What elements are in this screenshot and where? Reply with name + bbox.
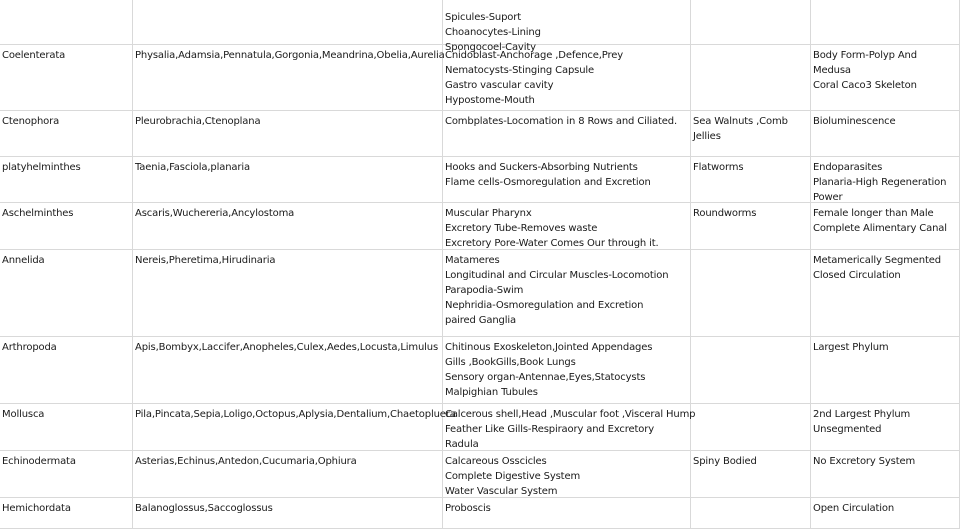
table-row (0, 451, 960, 498)
cell-text: Asterias,Echinus,Antedon,Cucumaria,Ophiura (135, 456, 357, 467)
features-cell[interactable] (443, 404, 696, 450)
table-row (0, 404, 960, 451)
cell-line: Feather Like Gills-Respiraory and Excretory (445, 424, 654, 435)
notes-cell[interactable] (811, 45, 960, 110)
cell-line: Choanocytes-Lining (445, 27, 541, 38)
cell-text: Nereis,Pheretima,Hirudinaria (135, 255, 276, 266)
cell-line: Flame cells-Osmoregulation and Excretion (445, 177, 651, 188)
cell-line: Largest Phylum (813, 342, 889, 353)
common-name-cell[interactable] (691, 0, 811, 44)
common-name-cell[interactable] (691, 451, 811, 497)
features-cell[interactable] (443, 157, 691, 202)
features-cell[interactable] (443, 451, 691, 497)
cell-line: Roundworms (693, 208, 757, 219)
cell-text: Ctenophora (2, 116, 60, 127)
cell-line: Planaria-High Regeneration (813, 177, 947, 188)
cell-line: Bioluminescence (813, 116, 896, 127)
cell-line: Unsegmented (813, 424, 882, 435)
cell-line: Complete Digestive System (445, 471, 581, 482)
cell-line: Open Circulation (813, 503, 895, 514)
cell-line: Matameres (445, 255, 500, 266)
examples-cell[interactable] (133, 250, 443, 336)
features-cell[interactable] (443, 111, 691, 156)
cell-line: Radula (445, 439, 479, 450)
common-name-cell[interactable] (691, 404, 811, 450)
features-cell[interactable] (443, 250, 691, 336)
cell-text: Hemichordata (2, 503, 71, 514)
phylum-cell[interactable] (0, 404, 133, 450)
phylum-cell[interactable] (0, 498, 133, 528)
notes-cell[interactable] (811, 0, 960, 44)
table-row (0, 203, 960, 250)
cell-line: Calcareous Osscicles (445, 456, 547, 467)
phylum-cell[interactable] (0, 337, 133, 403)
cell-text: Physalia,Adamsia,Pennatula,Gorgonia,Meandrina,Obelia,Aurelia (135, 50, 445, 61)
cell-line: Proboscis (445, 503, 491, 514)
notes-cell[interactable] (811, 111, 960, 156)
notes-cell[interactable] (811, 498, 960, 528)
cell-line (445, 0, 688, 10)
cell-line: Spiny Bodied (693, 456, 757, 467)
common-name-cell[interactable] (691, 203, 811, 249)
phylum-cell[interactable] (0, 250, 133, 336)
table-row (0, 250, 960, 337)
cell-text: Pleurobrachia,Ctenoplana (135, 116, 261, 127)
common-name-cell[interactable] (691, 250, 811, 336)
cell-line: Gills ,BookGills,Book Lungs (445, 357, 576, 368)
common-name-cell[interactable] (691, 111, 811, 156)
cell-line: Calcerous shell,Head ,Muscular foot ,Visceral Hump (445, 409, 696, 420)
examples-cell[interactable] (133, 337, 443, 403)
common-name-cell[interactable] (691, 498, 811, 528)
examples-cell[interactable] (133, 451, 443, 497)
cell-line: Nephridia-Osmoregulation and Excretion (445, 300, 644, 311)
table-row (0, 157, 960, 203)
cell-line: Metamerically Segmented (813, 255, 941, 266)
cell-line: Nematocysts-Stinging Capsule (445, 65, 595, 76)
phylum-cell[interactable] (0, 45, 133, 110)
cell-line: Spicules-Suport (445, 12, 521, 23)
cell-line: Body Form-Polyp And Medusa (813, 50, 917, 76)
cell-line: Cnidoblast-Anchorage ,Defence,Prey (445, 50, 623, 61)
cell-line: 2nd Largest Phylum (813, 409, 911, 420)
cell-line: Excretory Tube-Removes waste (445, 223, 598, 234)
cell-line: Longitudinal and Circular Muscles-Locomotion (445, 270, 669, 281)
cell-line: Excretory Pore-Water Comes Our through it. (445, 238, 659, 249)
cell-text: Annelida (2, 255, 45, 266)
notes-cell[interactable] (811, 250, 960, 336)
cell-line: Malpighian Tubules (445, 387, 538, 398)
cell-text: Apis,Bombyx,Laccifer,Anopheles,Culex,Aedes,Locusta,Limulus (135, 342, 439, 353)
table-row (0, 498, 960, 529)
features-cell[interactable] (443, 45, 691, 110)
common-name-cell[interactable] (691, 157, 811, 202)
cell-line: Muscular Pharynx (445, 208, 532, 219)
cell-line: paired Ganglia (445, 315, 516, 326)
cell-text: Taenia,Fasciola,planaria (135, 162, 250, 173)
common-name-cell[interactable] (691, 45, 811, 110)
examples-cell[interactable] (133, 0, 443, 44)
examples-cell[interactable] (133, 404, 456, 450)
cell-text: platyhelminthes (2, 162, 81, 173)
cell-line: Complete Alimentary Canal (813, 223, 947, 234)
examples-cell[interactable] (133, 111, 443, 156)
cell-line: Combplates-Locomation in 8 Rows and Ciliated. (445, 116, 677, 127)
cell-line: Flatworms (693, 162, 744, 173)
common-name-cell[interactable] (691, 337, 811, 403)
features-cell[interactable] (443, 498, 691, 528)
examples-cell[interactable] (133, 45, 443, 110)
examples-cell[interactable] (133, 498, 443, 528)
cell-line: Power (813, 192, 843, 203)
cell-line: Endoparasites (813, 162, 883, 173)
phylum-cell[interactable] (0, 111, 133, 156)
phylum-cell[interactable] (0, 157, 133, 202)
notes-cell[interactable] (811, 203, 960, 249)
notes-cell[interactable] (811, 157, 960, 202)
features-cell[interactable] (443, 337, 691, 403)
cell-line: Coral Caco3 Skeleton (813, 80, 917, 91)
cell-line: Parapodia-Swim (445, 285, 524, 296)
cell-text: Aschelminthes (2, 208, 74, 219)
cell-line: Sea Walnuts ,Comb (693, 116, 788, 127)
cell-line: Hooks and Suckers-Absorbing Nutrients (445, 162, 638, 173)
cell-text: Echinodermata (2, 456, 76, 467)
cell-line: Chitinous Exoskeleton,Jointed Appendages (445, 342, 653, 353)
phylum-cell[interactable] (0, 203, 133, 249)
notes-cell[interactable] (811, 404, 960, 450)
examples-cell[interactable] (133, 203, 443, 249)
notes-cell[interactable] (811, 337, 960, 403)
phylum-cell[interactable] (0, 0, 133, 44)
notes-cell[interactable] (811, 451, 960, 497)
table-row (0, 111, 960, 157)
table-row (0, 337, 960, 404)
cell-text: Ascaris,Wuchereria,Ancylostoma (135, 208, 295, 219)
examples-cell[interactable] (133, 157, 443, 202)
phylum-cell[interactable] (0, 451, 133, 497)
cell-line: Hypostome-Mouth (445, 95, 535, 106)
cell-text: Balanoglossus,Saccoglossus (135, 503, 273, 514)
cell-line: No Excretory System (813, 456, 916, 467)
features-cell[interactable] (443, 0, 691, 53)
cell-line: Spongocoel-Cavity (445, 42, 536, 53)
table-row (0, 45, 960, 111)
cell-line: Sensory organ-Antennae,Eyes,Statocysts (445, 372, 646, 383)
table-row (0, 0, 960, 53)
cell-text: Coelenterata (2, 50, 66, 61)
cell-line: Female longer than Male (813, 208, 934, 219)
cell-line: Gastro vascular cavity (445, 80, 554, 91)
cell-line: Water Vascular System (445, 486, 558, 497)
cell-text: Arthropoda (2, 342, 57, 353)
cell-text: Pila,Pincata,Sepia,Loligo,Octopus,Aplysia,Dentalium,Chaetopluera (135, 409, 456, 420)
cell-text: Mollusca (2, 409, 45, 420)
cell-line: Jellies (693, 131, 721, 142)
cell-line: Closed Circulation (813, 270, 901, 281)
features-cell[interactable] (443, 203, 691, 249)
